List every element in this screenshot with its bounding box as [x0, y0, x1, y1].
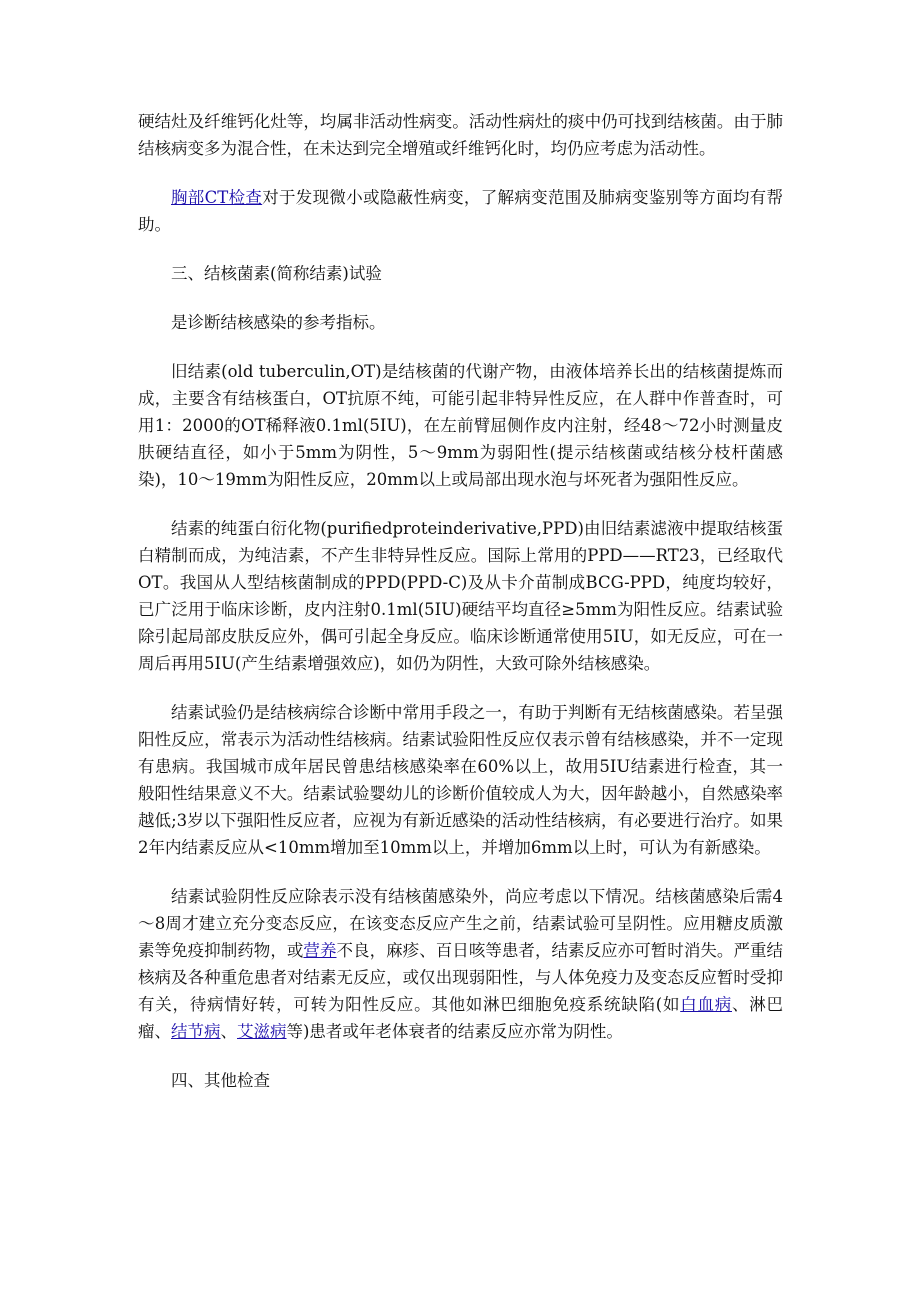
paragraph-reference-indicator: 是诊断结核感染的参考指标。 — [171, 313, 386, 332]
negative-reaction-text-3: 、淋巴瘤、 — [138, 995, 784, 1041]
paragraph-test-significance: 结素试验仍是结核病综合诊断中常用手段之一，有助于判断有无结核菌感染。若呈强阳性反应，常表示为活动性结核病。结素试验阳性反应仅表示曾有结核感染，并不一定现有患病。我国城市成年居民曾患结核感染率在60%以上，故用5IU结素进行检查，其一般阳性结果意义不大。结素试验婴幼儿的诊断价值较成人为大，因年龄越小，自然感染率越低;3岁以下强阳性反应者，应视为有新近感染的活动性结核病，有必要进行治疗。如果2年内结素反应从<10mm增加至10mm以上，并增加6mm以上时，可认为有新感染。 — [138, 703, 783, 857]
negative-reaction-text-2: 不良，麻疹、百日咳等患者，结素反应亦可暂时消失。严重结核病及各种重危患者对结素无反应，或仅出现弱阳性，与人体免疫力及变态反应暂时受抑有关，待病情好转，可转为阳性反应。其他如淋巴细胞免疫系统缺陷(如 — [138, 941, 784, 1014]
link-chest-ct[interactable]: 胸部CT检查 — [171, 188, 263, 207]
negative-reaction-text-4: 、 — [220, 1022, 237, 1041]
link-aids[interactable]: 艾滋病 — [237, 1022, 287, 1041]
paragraph-old-tuberculin: 旧结素(old tuberculin,OT)是结核菌的代谢产物，由液体培养长出的结核菌提炼而成，主要含有结核蛋白，OT抗原不纯，可能引起非特异性反应，在人群中作普查时，可用1：2000的OT稀释液0.1ml(5IU)，在左前臂屈侧作皮内注射，经48～72小时测量皮肤硬结直径，如小于5mm为阴性，5～9mm为弱阳性(提示结核菌或结核分枝杆菌感染)，10～19mm为阳性反应，20mm以上或局部出现水泡与坏死者为强阳性反应。 — [138, 362, 783, 489]
paragraph-chest-ct-text: 对于发现微小或隐蔽性病变，了解病变范围及肺病变鉴别等方面均有帮助。 — [138, 188, 783, 234]
link-nutrition[interactable]: 营养 — [303, 941, 337, 960]
negative-reaction-text-5: 等)患者或年老体衰者的结素反应亦常为阴性。 — [286, 1022, 623, 1041]
section-heading-other-exams: 四、其他检查 — [171, 1071, 270, 1090]
paragraph-chest-ct — [138, 184, 783, 238]
link-leukemia[interactable]: 白血病 — [680, 995, 732, 1014]
paragraph-ppd: 结素的纯蛋白衍化物(purifiedproteinderivative,PPD)由旧结素滤液中提取结核蛋白精制而成，为纯洁素，不产生非特异性反应。国际上常用的PPD——RT23，已经取代OT。我国从人型结核菌制成的PPD(PPD-C)及从卡介苗制成BCG-PPD，纯度均较好，已广泛用于临床诊断，皮内注射0.1ml(5IU)硬结平均直径≥5mm为阳性反应。结素试验除引起局部皮肤反应外，偶可引起全身反应。临床诊断通常使用5IU，如无反应，可在一周后再用5IU(产生结素增强效应)，如仍为阴性，大致可除外结核感染。 — [138, 519, 783, 673]
document-body — [138, 108, 783, 1116]
section-heading-tuberculin-test: 三、结核菌素(简称结素)试验 — [171, 264, 382, 283]
link-sarcoidosis[interactable]: 结节病 — [171, 1022, 221, 1041]
negative-reaction-text-1: 结素试验阴性反应除表示没有结核菌感染外，尚应考虑以下情况。结核菌感染后需4～8周才建立充分变态反应，在该变态反应产生之前，结素试验可呈阴性。应用糖皮质激素等免疫抑制药物，或 — [138, 887, 783, 960]
paragraph-lesion-activity: 硬结灶及纤维钙化灶等，均属非活动性病变。活动性病灶的痰中仍可找到结核菌。由于肺结核病变多为混合性，在未达到完全增殖或纤维钙化时，均仍应考虑为活动性。 — [138, 112, 783, 158]
paragraph-negative-reaction — [138, 883, 783, 1045]
